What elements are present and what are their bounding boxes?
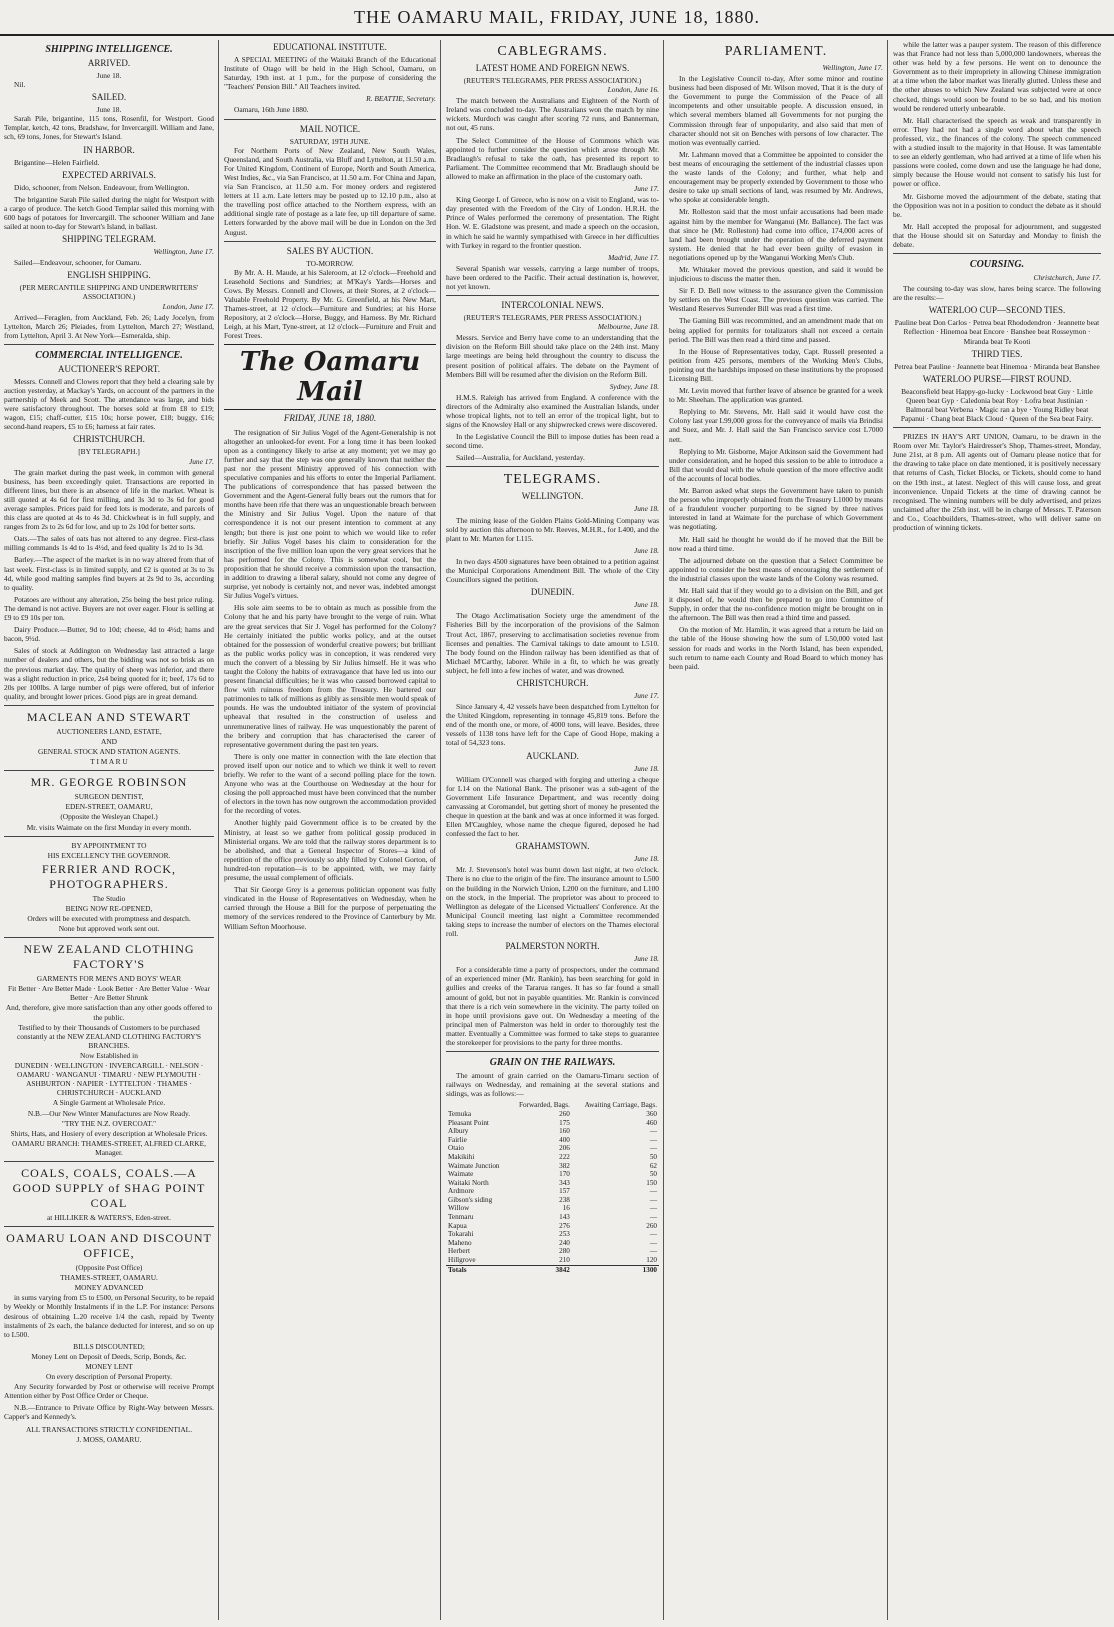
parliament-text: Replying to Mr. Gisborne, Major Atkinson said the Government had under consideration, and he hoped this session to be able to introduce a Bill that would deal with the whole question of the more effective audit of the accounts of local bodies. — [669, 446, 883, 483]
coursing-subheading: WATERLOO PURSE—FIRST ROUND. — [922, 373, 1072, 384]
palmerston-text: For a considerable time a party of prospectors, under the command of an experienced miner (Mr. Rankin), has been searching for gold in gullies and creeks of the Tararua ranges. It has so far found a small amount of gold, but not in payable quantities. Mr. Rankin is convinced that there is a rich vein somewhere in the vicinity. The party toiled on in hope until provisions gave out. On Wednesday a meeting of the principal men of Palmerston was held in order to thoroughly test the matter. Eventually a Committee was formed to take steps to guarantee the storekeeper for provisions to the party for three months. — [446, 965, 659, 1047]
auckland-heading: AUCKLAND. — [526, 750, 579, 761]
arrived-date: June 18. — [96, 71, 122, 80]
ad-maclean-title: MACLEAN AND STEWART — [26, 709, 192, 724]
ad-clothing-line: OAMARU BRANCH: THAMES-STREET, ALFRED CLARKE, Manager. — [12, 1138, 206, 1157]
column-divider — [440, 40, 441, 1620]
auctioneers-text: Messrs. Connell and Clowes report that they held a clearing sale by auction yesterday, at Mackay's Yards, on account of the partners in the partnership of Meek and Scott. The attendance was large, and bids were satisfactory throughout. The horses sold at from £8 to £19; wagon, £15; chaff-cutter, £15 10s; horse power, £18; buggy, £16; second-hand reapers, £5 to £6; harness at fair rates. — [4, 376, 214, 432]
grain-station-cell: Otaio — [448, 1144, 464, 1153]
grain-awaiting-cell: — — [649, 1238, 657, 1247]
palmerston-heading: PALMERSTON NORTH. — [505, 941, 600, 952]
ad-ferrier-line: The Studio — [92, 893, 126, 903]
cable-agency: (REUTER'S TELEGRAMS, PER PRESS ASSOCIATION.) — [463, 76, 642, 85]
grain-station-cell: Temuka — [448, 1109, 472, 1118]
grain-forwarded-cell: 210 — [559, 1256, 570, 1265]
commercial-heading: COMMERCIAL INTELLIGENCE. — [35, 349, 183, 361]
grain-station-cell: Ardmore — [448, 1187, 474, 1196]
grain-awaiting-cell: 50 — [649, 1170, 657, 1179]
ad-loan-text: Any Security forwarded by Post or otherwise will receive Prompt Attention either by Post Office Order or Cheque. — [4, 1382, 214, 1401]
parliament-date: Wellington, June 17. — [822, 63, 883, 72]
grain-forwarded-cell: 16 — [562, 1204, 570, 1213]
grain-forwarded-cell: 280 — [559, 1247, 570, 1256]
leader-paragraph: The resignation of Sir Julius Vogel of the Agent-Generalship is not altogether an unlooked-for event. For a long time it has been looked upon as a contingency likely to arise at any moment; yet we may go further and say that the step was one generally known that neither the past nor the present Ministry approved of his connection with speculative companies and his efforts to enter the Imperial Parliament. The publications of correspondence that has passed between the Government and the Agent-General fully bears out the rumors that for months have been rife that there was an unquestionable breach between the Ministry and Sir Julius Vogel. Upon the nature of that correspondence it is not our present intention to comment at any length; but there is just one point to which we would like to refer briefly. Sir Julius Vogel bases his claim to consideration for the inscription of the five million loan upon the very great services that he has performed for the Colony. This is somewhat cool, but the proposition that he should receive a commission upon the transaction, in addition to drawing a liberal salary, should not come any degree of surprise, yet nobody is certainly not, and never was, indebted amongst Sir Julius Vogel's virtues. — [224, 427, 436, 601]
ad-maclean-line: T I M A R U — [90, 757, 128, 767]
grain-row — [446, 1187, 659, 1196]
grain-station-cell: Waimate Junction — [448, 1161, 500, 1170]
divider — [893, 427, 1101, 428]
grain-row — [446, 1110, 659, 1119]
christchurch-date: June 17. — [188, 456, 214, 466]
divider — [4, 836, 214, 837]
grain-row — [446, 1144, 659, 1153]
ad-loan-text: N.B.—Entrance to Private Office by Right-Way between Messrs. Capper's and Kennedy's. — [4, 1403, 214, 1422]
grain-row — [446, 1162, 659, 1171]
grain-awaiting-cell: 120 — [646, 1256, 657, 1265]
chch-text: Since January 4, 42 vessels have been despatched from Lyttelton for the United Kingdom, representing in tonnage 45,819 tons. Before the end of the month one, or more, of 4000 tons, will leave. Besides, three vessels of 1138 tons have left for the Cape of Good Hope, making a total of 54,323 tons. — [446, 702, 659, 748]
edu-heading: EDUCATIONAL INSTITUTE. — [273, 42, 387, 52]
ad-clothing-line: "TRY THE N.Z. OVERCOAT." — [61, 1118, 157, 1128]
wellington-heading: WELLINGTON. — [521, 491, 584, 502]
ad-loan-line: THAMES-STREET, OAMARU. — [60, 1273, 158, 1283]
grain-table — [446, 1101, 659, 1274]
debate-text: while the latter was a pauper system. The reason of this difference was that France had not less than 5,000,000 landowners, whereas the other was held by a few persons. He went on to denounce the Government as to their impropriety in allowing Chinese immigration at a time when the labor market was literally glutted. Unless these and the other abuses to which New Zealand was subjected were at once checked, things would soon be found to be so bad, and his motion would be rendered utterly unbearable. — [893, 40, 1101, 113]
ad-ferrier-line: BY APPOINTMENT TO — [71, 840, 147, 850]
grain-table-body — [446, 1110, 659, 1274]
aus-date: Melbourne, June 18. — [597, 322, 659, 332]
english-date: London, June 17. — [162, 301, 214, 311]
grain-row — [446, 1239, 659, 1248]
shipping-heading: SHIPPING INTELLIGENCE. — [45, 44, 173, 55]
grain-awaiting-cell: — — [649, 1127, 657, 1136]
telegram-text: Sailed—Endeavour, schooner, for Oamaru. — [14, 258, 142, 268]
grain-station-cell: Herbert — [448, 1247, 470, 1256]
grain-row — [446, 1256, 659, 1265]
harbor-text: Brigantine—Helen Fairfield. — [14, 157, 100, 167]
grain-station-cell: Fairlie — [448, 1135, 467, 1144]
christchurch-text-2: Oats.—The sales of oats has not altered to any degree. First-class milling commands 1s 4d to 1s 4½d, and feed quality 1s 2d to 1s 3d. — [4, 534, 214, 553]
grain-forwarded-cell: 382 — [559, 1161, 570, 1170]
paper-date: FRIDAY, JUNE 18, 1880. — [283, 413, 377, 424]
parliament-text: Mr. Whitaker moved the previous question, and said it would be injudicious to discuss the matter then. — [669, 264, 883, 284]
telegram-date: Wellington, June 17. — [153, 247, 214, 257]
masthead-rule — [0, 34, 1114, 36]
column-5 — [893, 40, 1101, 1620]
arrived-heading: ARRIVED. — [87, 58, 131, 68]
palmerston-date: June 18. — [633, 954, 659, 964]
grain-row — [446, 1153, 659, 1162]
divider — [4, 1226, 214, 1227]
aus-heading: INTERCOLONIAL NEWS. — [501, 300, 604, 311]
sales-sub: TO-MORROW. — [306, 258, 354, 268]
aus-agency: (REUTER'S TELEGRAMS, PER PRESS ASSOCIATION.) — [463, 313, 642, 323]
grain-awaiting-cell: 50 — [649, 1152, 657, 1161]
parliament-text: Mr. Barron asked what steps the Government have taken to punish the person who improperly obtained from the Treasury L1000 by means of a fraudulent voucher purporting to be signed by three natives interested in land at Waimate for the purchase of which Government was negotiating. — [669, 486, 883, 532]
sailed-text: Sarah Pile, brigantine, 115 tons, Rosenfil, for Westport. Good Templar, ketch, 42 tons, Bradshaw, for Invercargill. William and Jane, sch, 69 tons, Jones, for Stewart's Island. — [4, 114, 214, 142]
ad-ferrier-title: FERRIER AND ROCK, PHOTOGRAPHERS. — [41, 861, 177, 891]
christchurch-text: The grain market during the past week, in common with general business, has been exceedingly quiet. Transactions are reported in different lines, but there is an absence of life in the market. Wheat is still quoted at 4s 6d for first milling, and 3s 3d to 3s 6d for good average samples. Prices paid for feed lots is moderate, and parcels of this class are quoted at 4s to 4s 3d. Chickwheat is in full supply, and ranges from 2s to 2s 6d for low, and up to 2s 10d for better sorts. — [4, 467, 214, 532]
ad-loan-text: in sums varying from £5 to £500, on Personal Security, to be repaid by Weekly or Monthly Instalments if in the L.P. For instance: Persons desirous of obtaining L.20 receive 1/4 the cash, repaid by Twenty instalments of 2s each, the balance deducted for interest, and so on up to L500. — [4, 1293, 214, 1339]
grain-total-forwarded: 3842 — [509, 1265, 572, 1274]
grain-forwarded-cell: 170 — [559, 1170, 570, 1179]
dunedin-heading: DUNEDIN. — [530, 587, 575, 598]
grain-row — [446, 1179, 659, 1188]
aus-text: Messrs. Service and Berry have come to an understanding that the division on the Reform Bill should take place on the 24th inst. Many large meetings are being held throughout the country to discuss the present position of political affairs. The debate on the Payment of Members Bill will be resumed after the division on the Reform Bill. — [446, 333, 659, 379]
christchurch-text-6: Sales of stock at Addington on Wednesday last attracted a large number of dealers and others, but the bidding was not so brisk as on the previous market day. The quality of sheep was inferior, and there was a slight reduction in price, 2s4 being quoted for it; beef, 17s 6d to 20s per 100lbs. A large number of pigs were offered, but of inferior quality, and brought lower prices. Good pigs are in great demand. — [4, 646, 214, 701]
cable-text: The Select Committee of the House of Commons which was appointed to further consider the question which arose through Mr. Bradlaugh's refusal to take the oath, has presented its report to Parliament. The Committee recommend that Mr. Bradlaugh should be allowed to make an affirmation in the place of the customary oath. — [446, 135, 659, 181]
grain-row — [446, 1247, 659, 1256]
sailed-date: June 18. — [96, 105, 122, 115]
divider — [4, 937, 214, 938]
wellington-date: June 18. — [633, 545, 659, 555]
dunedin-date: June 18. — [633, 600, 659, 610]
page-masthead — [0, 0, 1114, 34]
ad-ferrier-line: HIS EXCELLENCY THE GOVERNOR. — [47, 850, 171, 860]
english-heading: ENGLISH SHIPPING. — [67, 270, 151, 281]
english-sub: (PER MERCANTILE SHIPPING AND UNDERWRITERS' ASSOCIATION.) — [19, 283, 199, 302]
ad-loan-line: MONEY ADVANCED — [74, 1283, 144, 1293]
grain-awaiting-cell: — — [649, 1213, 657, 1222]
grain-row — [446, 1204, 659, 1213]
grain-awaiting-cell: — — [649, 1195, 657, 1204]
masthead-title: THE OAMARU MAIL, FRIDAY, JUNE 18, 1880. — [353, 7, 761, 27]
grain-station-cell: Willow — [448, 1204, 470, 1213]
dunedin-text: The Otago Acclimatisation Society urge the amendment of the Fisheries Bill by the incorporation of the provisions of the Salmon Trout Act, 1867, preserving to acclimatisation societies revenue from licenses and penalties. The Carnival takings to date amount to L510. The body found on the Hindon railway has been identified as that of Michael M'Carthy, laborer. While in a fit, to which he was greatly subject, he fell into a few inches of water, and was drowned. — [446, 611, 659, 675]
wellington-text: The mining lease of the Golden Plains Gold-Mining Company was sold by auction this afternoon to Mr. Reeves, M.H.R., for L400, and the plant to Mr. Marten for L115. — [446, 515, 659, 543]
ad-clothing-line: DUNEDIN · WELLINGTON · INVERCARGILL · NELSON · OAMARU · WANGANUI · TIMARU · NEW PLYMOUTH · ASHBURTON · NAPIER · LYTTELTON · THAMES · CHRISTCHURCH · AUCKLAND — [14, 1061, 204, 1098]
grain-forwarded-cell: 253 — [559, 1230, 570, 1239]
grain-heading: GRAIN ON THE RAILWAYS. — [489, 1057, 616, 1069]
ad-loan-line: Money Lent on Deposit of Deeds, Scrip, Bonds, &c. — [31, 1351, 187, 1361]
edu-date: Oamaru, 16th June 1880. — [234, 105, 309, 115]
grain-forwarded-cell: 240 — [559, 1238, 570, 1247]
christchurch-text-5: Dairy Produce.—Butter, 9d to 10d; cheese, 4d to 4½d; hams and bacon, 9½d. — [4, 625, 214, 644]
grain-awaiting-cell: 460 — [646, 1118, 657, 1127]
divider — [893, 253, 1101, 254]
leader-paragraph: There is only one matter in connection with the late election that proved itself upon our notice and to which we think it well to revert briefly. We refer to the want of a second polling place for the town. Anyone who was at the Courthouse on Wednesday at the hour for closing the poll approached must have been convinced that the number of electors in the town has now outgrown the accommodation provided for the recording of votes. — [224, 751, 436, 816]
divider — [446, 466, 659, 467]
grain-row — [446, 1170, 659, 1179]
ad-ferrier-line: Orders will be executed with promptness and despatch. — [27, 914, 191, 923]
divider — [446, 1051, 659, 1052]
grain-awaiting-cell: — — [649, 1135, 657, 1144]
coursing-heading: COURSING. — [969, 259, 1025, 271]
coursing-results: Petrea beat Pauline · Jeannette beat Hinemoa · Miranda beat Banshee — [894, 361, 1100, 371]
parliament-text: The Gaming Bill was recommitted, and an amendment made that on being applied for permits for totalizators shall not exceed a certain period. The Bill was then read a third time and passed. — [669, 316, 883, 344]
expected-heading: EXPECTED ARRIVALS. — [62, 169, 156, 180]
ad-coals-title: COALS, COALS, COALS.—A GOOD SUPPLY of SHAG POINT COAL — [12, 1165, 206, 1210]
grain-station-cell: Kapua — [448, 1221, 467, 1230]
grain-total-awaiting: 1300 — [572, 1265, 659, 1274]
shipping-news: The brigantine Sarah Pile sailed during the night for Westport with a cargo of produce. The ketch Good Templar sailed this morning with 600 bags of potatoes for Invercargill. The schooner William and Jane sailed at noon to-day for Stewart's Island, in ballast. — [4, 194, 214, 232]
ad-clothing-line: Shirts, Hats, and Hosiery of every description at Wholesale Prices. — [10, 1128, 208, 1138]
ad-robinson-line: SURGEON DENTIST, — [74, 792, 144, 802]
auckland-date: June 18. — [633, 763, 659, 773]
grain-awaiting-cell: — — [649, 1247, 657, 1256]
grain-total-row — [446, 1265, 659, 1274]
cable-date: June 17. — [633, 184, 659, 194]
ad-coals-line: at HILLIKER & WATERS'S, Eden-street. — [47, 1212, 171, 1222]
edu-text: A SPECIAL MEETING of the Waitaki Branch of the Educational Institute of Otago will be held in the High School, Oamaru, on Saturday, 19th inst. at 1 p.m., for the purpose of considering the "Teachers' Pension Bill." All Teachers invited. — [224, 55, 436, 92]
grain-row — [446, 1127, 659, 1136]
grain-station-cell: Pleasant Point — [448, 1118, 489, 1127]
mail-text: For Northern Ports of New Zealand, New South Wales, Queensland, and South Australia, via Bluff and Lyttelton, at 11.50 a.m. For United Kingdom, Continent of Europe, North and South America, West Indies, &c., via San Francisco, at 11.50 a.m. For China and Japan, via San Francisco, at 11.50 a.m. For money orders and registered letters at 11 a.m. Late letters may be posted up to 12.10 p.m., also at the travelling post office attached to the Northern express, with an additional single rate of postage as a late fee, up till departure of same. Letters forwarded by the above mail will be due in London on the 3rd August. — [224, 145, 436, 237]
ad-maclean-line: AND — [100, 736, 117, 746]
grain-awaiting-cell: 150 — [646, 1178, 657, 1187]
ad-clothing-line: N.B.—Our New Winter Manufactures are Now Ready. — [27, 1108, 191, 1118]
parliament-text: Replying to Mr. Stevens, Mr. Hall said it would have cost the Colony last year L99,000 gross for the conveyance of mails via Brindisi and Suez, and Mr. J. Hall said the San Francisco service cost L7000 nett. — [669, 407, 883, 444]
ad-robinson-line: Mr. visits Waimate on the first Monday in every month. — [26, 822, 192, 832]
sales-heading: SALES BY AUCTION. — [286, 245, 374, 256]
grain-awaiting-cell: — — [649, 1230, 657, 1239]
column-divider — [218, 40, 219, 1620]
column-3 — [446, 40, 659, 1620]
ad-maclean-line: GENERAL STOCK AND STATION AGENTS. — [37, 747, 181, 757]
wellington-date: June 18. — [633, 504, 659, 514]
grain-header-awaiting: Awaiting Carriage, Bags. — [584, 1101, 657, 1110]
debate-text: Mr. Gisborne moved the adjournment of the debate, stating that the Opposition was not in a position to conduct the debate as it should be. — [893, 191, 1101, 219]
edu-sign: R. BEATTIE, Secretary. — [366, 94, 436, 104]
ad-loan-line: On every description of Personal Property. — [46, 1372, 172, 1382]
column-4 — [669, 40, 883, 1620]
grain-forwarded-cell: 160 — [559, 1127, 570, 1136]
ad-loan-line: J. MOSS, OAMARU. — [76, 1434, 142, 1444]
leader-paragraph: That Sir George Grey is a generous politician opponent was fully vindicated in the House of Representatives on Wednesday, when he carried through the House a Bill for the purpose of perpetuating the memory of the services rendered to the Province of Canterbury by Mr. William Sefton Moorhouse. — [224, 885, 436, 931]
grain-awaiting-cell: 360 — [646, 1109, 657, 1118]
arrived-text: Nil. — [14, 80, 26, 90]
grain-station-cell: Gibson's siding — [448, 1195, 493, 1204]
column-2 — [224, 40, 436, 1620]
aus-text: In the Legislative Council the Bill to impose duties has been read a second time. — [446, 432, 659, 451]
cable-text: The match between the Australians and Eighteen of the North of Ireland was concluded to-day. The Australians won the match by nine wickets. Murdoch was caught after scoring 72 runs, and Bannerman, not out, 45 runs. — [446, 96, 659, 133]
cable-heading: CABLEGRAMS. — [497, 44, 608, 59]
auctioneers-heading: AUCTIONEER'S REPORT. — [58, 363, 160, 374]
christchurch-text-4: Potatoes are without any alteration, 25s being the best price ruling. The demand is not active. Buyers are not over eager. Flour is selling at £9 to £9 10s per ton. — [4, 594, 214, 623]
grain-row — [446, 1196, 659, 1205]
aus-date: Sydney, June 18. — [609, 381, 659, 391]
parliament-text: Mr. Hall said he thought he would do if he moved that the Bill be now read a third time. — [669, 534, 883, 553]
ad-clothing-line: A Single Garment at Wholesale Price. — [52, 1098, 166, 1108]
cable-text: King George I. of Greece, who is now on a visit to England, was to-day presented with the Freedom of the City of London. H.R.H. the Prince of Wales performed the ceremony of presentation. The Right Hon. W. E. Gladstone was present, and made a speech on the occasion, in which he said he warmly sympathised with Greece in her difficulties with Turkey in regard to the frontier question. — [446, 195, 659, 250]
ad-robinson-line: (Opposite the Wesleyan Chapel.) — [60, 812, 158, 822]
grain-row — [446, 1119, 659, 1128]
harbor-heading: IN HARBOR. — [83, 144, 135, 155]
english-text: Arrived—Feraglen, from Auckland, Feb. 26; Lady Jocelyn, from Lyttelton, March 26; Pleiades, from Lyttelton, March 27; Westland, from Lyttelton, April 3. At New York—Esmeralda, ship. — [4, 312, 214, 340]
grain-forwarded-cell: 143 — [559, 1213, 570, 1222]
ad-loan-line: ALL TRANSACTIONS STRICTLY CONFIDENTIAL. — [25, 1424, 193, 1434]
coursing-subheading: WATERLOO CUP—SECOND TIES. — [928, 305, 1066, 316]
ad-clothing-line: Now Established in — [80, 1050, 138, 1060]
parliament-text: Mr. Levin moved that further leave of absence be granted for a week to Mr. Sheehan. The application was granted. — [669, 386, 883, 405]
ad-clothing-line: And, therefore, give more satisfaction than any other goods offered to the public. — [5, 1003, 213, 1022]
aus-text: Sailed—Australia, for Auckland, yesterday. — [456, 453, 585, 463]
cable-date: Madrid, June 17. — [608, 252, 659, 262]
column-1 — [4, 40, 214, 1620]
cable-date: London, June 16. — [607, 85, 659, 95]
debate-text: Mr. Hall accepted the proposal for adjournment, and suggested that the House should sit on Saturday and Monday to finish the debate. — [893, 221, 1101, 249]
leader-paragraph: His sole aim seems to be to obtain as much as possible from the Colony that he and his party have brought to the verge of ruin. What are the great services that Sir J. Vogel has performed for the Colony? He certainly initiated the public works policy, and at the outset obtained for the possession of wonderful creative powers; but brilliant as the public works policy was in conception, it was rendered very much the convert of a blessing by Sir Julius himself. He it was who taught the Colony the habits of extravagance that have led us into our present financial difficulties; he it was who caused borrowed capital to flow with ruinous freedom from the Treasury. He bartered our patrimonies to talk of millions as glibly as sensible men would speak of pounds. He was the undoubted initiator of the system of provincial upheaval that resulted in the construction of useless and unremunerative lines of railway. He was unquestionably the parent of the bribery and corruption that has characterised the career of representative government during the past ten years. — [224, 603, 436, 749]
debate-text: Mr. Hall characterised the speech as weak and transparently in error. They had not had a single word about what the speech professed, viz., the finances of the colony. The speech commenced with a studied insult to the majority in that House. It was lamentable to see an elderly gentleman, who had arrived at a time of life when his passions were cooled, come down and use the language he had done, simply because the House would not consent to satisfy his lust for power or office. — [893, 115, 1101, 189]
chch-heading: CHRISTCHURCH. — [516, 677, 589, 688]
grahamstown-date: June 18. — [633, 854, 659, 864]
grain-intro: The amount of grain carried on the Oamaru-Timaru section of railways on Wednesday, and remaining at the several stations and sidings, was as follows:— — [446, 1071, 659, 1099]
sailed-heading: SAILED. — [91, 92, 127, 103]
grain-forwarded-cell: 276 — [559, 1221, 570, 1230]
grain-station-cell: Waimate — [448, 1170, 474, 1179]
grain-forwarded-cell: 175 — [559, 1118, 570, 1127]
ad-clothing-title: NEW ZEALAND CLOTHING FACTORY'S — [23, 942, 195, 972]
christchurch-heading: CHRISTCHURCH. — [73, 434, 145, 445]
coursing-intro: The coursing to-day was slow, hares being scarce. The following are the results:— — [893, 284, 1101, 303]
grain-header-station — [446, 1101, 509, 1110]
parliament-text: In the Legislative Council to-day, After some minor and routine business had been disposed of Mr. Wilson moved, That it is the duty of the Government to purge the Commission of the Peace of all incompetents and other unsuitable people. A discussion ensued, in which several members blamed all Governments for not purging the Commission through fear of unpopularity, and also said that men of character should not sit on Benches with persons of low character. The motion was eventually carried. — [669, 74, 883, 147]
christchurch-text-3: Barley.—The aspect of the market is in no way altered from that of last week. First-class is in limited supply, and £2 is quoted at 3s to 3s 4d, while good malting samples find buyers at 2s 9d to 3s, according to quality. — [4, 555, 214, 592]
chch-date: June 17. — [633, 690, 659, 700]
coursing-results: Beaconsfield beat Happy-go-lucky · Lockwood beat Guy · Little Queen beat Gyp · Caledonia beat Roy · Lofra beat Justinian · Balmoral beat Verbena · Magic ran a bye · Young Ridley beat Papanui · Chang beat Black Cloud · Queen of the Sea beat Fairy. — [900, 386, 1094, 423]
grain-station-cell: Maheno — [448, 1238, 472, 1247]
telegram-heading: SHIPPING TELEGRAM. — [62, 234, 156, 245]
ad-loan-title: OAMARU LOAN AND DISCOUNT OFFICE, — [6, 1231, 212, 1261]
ad-ferrier-line: BEING NOW RE-OPENED, — [65, 903, 153, 913]
parliament-text: On the motion of Mr. Hamlin, it was agreed that a return be laid on the table of the House showing how the sum of L50,000 voted last session for roads and works in the North Island, has been expended, such return to name each County and Road Board to which money has been paid. — [669, 625, 883, 671]
grain-station-cell: Albury — [448, 1127, 469, 1136]
ad-ferrier-line: None but approved work sent out. — [58, 924, 160, 934]
grain-awaiting-cell: — — [649, 1144, 657, 1153]
grahamstown-heading: GRAHAMSTOWN. — [515, 841, 590, 852]
grain-station-cell: Tenmaru — [448, 1213, 474, 1222]
grain-station-cell: Waitaki North — [448, 1178, 489, 1187]
divider — [4, 705, 214, 706]
sales-text: By Mr. A. H. Maude, at his Saleroom, at 12 o'clock—Freehold and Leasehold Sections and Sundries; at M'Kay's Yards—Horses and Cows. By Messrs. Connell and Clowes, at their Stores, at 2 o'clock—Valuable Freehold Property. By Mr. G. Greenfield, at his New Mart, Thames-street, at 12 o'clock—Furniture and Sundries; at his Horse Repository, at 2 o'clock—Horse, Buggy, and Harness. By Mr. Richard Leigh, at his Mart, Tyne-street, at 12 o'clock—Furniture and Fruit and Forest Trees. — [224, 267, 436, 341]
grain-forwarded-cell: 238 — [559, 1195, 570, 1204]
grain-station-cell: Tokarahi — [448, 1230, 474, 1239]
grain-row — [446, 1213, 659, 1222]
coursing-date: Christchurch, June 17. — [1033, 273, 1101, 283]
grain-awaiting-cell: 62 — [649, 1161, 657, 1170]
christchurch-sub: [BY TELEGRAPH.] — [78, 447, 140, 457]
divider — [4, 344, 214, 345]
column-divider — [887, 40, 888, 1620]
art-union-notice: PRIZES IN HAY'S ART UNION, Oamaru, to be drawn in the Room over Mr. Taylor's Hairdresser's Shop, Thames-street, Monday, June 21st, at 8 p.m. All agents out of Oamaru please notice that for the drawing to take place on date mentioned, it is positively necessary that returns of Cash, Ticket Blocks, or Tickets, should come to hand on the 19th inst., at latest. Neglect of this will cause loss, and great inconvenience. Unpaid Tickets at the time of drawing cannot be recognised. The winning numbers will be duly advertised, and prizes unclaimed after the 25th inst. will be in charge of Messrs. T. Paterson and Co., Coachbuilders, Thames-street, who will deliver same on production of winning tickets. — [893, 432, 1101, 533]
parliament-text: Mr. Lahmann moved that a Committee be appointed to consider the best means of encouraging the settlement of the industrial classes upon the waste lands of the Colony; and further, what help and encouragement may be properly extended by Government to those who desire to take up small sections of land, was resumed by Mr. Andrews, who spoke at considerable length. — [669, 149, 883, 205]
grahamstown-text: Mr. J. Stevenson's hotel was burnt down last night, at two o'clock. There is no clue to the origin of the fire. The insurance amount to L500 on the building in the Norwich Union, L200 on the furniture, and L100 on the stock, in the Imperial. The proprietor was about to proceed to Wellington as delegate of the Licensed Victuallers' Conference. At the Municipal Council meeting last night a Committee recommended taking steps to increase the number of electors on the Thames electoral roll. — [446, 865, 659, 939]
ad-clothing-line: Fit Better · Are Better Made · Look Better · Are Better Value · Wear Better · Are Better Shrunk — [8, 984, 210, 1003]
grain-header-forwarded: Forwarded, Bags. — [518, 1101, 570, 1110]
parliament-text: Mr. Hall said that if they would go to a division on the Bill, and get it disposed of, he would then be prepared to go into Committee of Supply, in order that the no-confidence motion might be brought on in the afternoon. The Bill was then read a third time and passed. — [669, 585, 883, 623]
telegrams-heading: TELEGRAMS. — [503, 472, 602, 488]
ad-maclean-line: AUCTIONEERS LAND, ESTATE, — [56, 726, 162, 736]
divider — [4, 1161, 214, 1162]
parliament-text: Mr. Rolleston said that the most unfair accusations had been made against him by the member for Wanganui (Mr. Ballance). The fact was that since he (Mr. Rolleston) had come into office, 174,000 acres of land had been brought under the operation of the deferred payment system. He denied that he had ever been guilty of evasion in negotiations opened up by the Wanganui Working Men's Club. — [669, 207, 883, 262]
grain-row — [446, 1230, 659, 1239]
grain-awaiting-cell: — — [649, 1187, 657, 1196]
ad-loan-line: (Opposite Post Office) — [75, 1263, 143, 1273]
column-divider — [663, 40, 664, 1620]
ad-clothing-line: GARMENTS FOR MEN'S AND BOYS' WEAR — [36, 974, 182, 984]
ad-clothing-line: Testified to by their Thousands of Customers to be purchased constantly at the NEW ZEALAND CLOTHING FACTORY'S BRANCHES. — [16, 1022, 202, 1050]
grain-row — [446, 1222, 659, 1231]
parliament-text: Sir F. D. Bell now witness to the assurance given the Commission by settlers on the West Coast. The previous question was carried. The Westland Reserves Surrender Bill was read a first time. — [669, 286, 883, 314]
mail-date: SATURDAY, 19TH JUNE. — [289, 136, 371, 146]
parliament-heading: PARLIAMENT. — [724, 44, 828, 59]
divider — [224, 241, 436, 242]
ad-loan-line: MONEY LENT — [85, 1362, 133, 1371]
auckland-text: William O'Connell was charged with forging and uttering a cheque for L14 on the National Bank. The prisoner was a sub-agent of the Government Life Insurance Department, and was recently doing canvassing at Coromandel, but getting short of money he presented the cheque in question at the bank and was at once informed it was forged. Ellen M'Caughley, whose name the cheque figured, deposed he had confessed the fact to her. — [446, 774, 659, 839]
aus-text: H.M.S. Raleigh has arrived from England. A conference with the directors of the Admiralty also examined the Australian Islands, under whose tropical lights, not to tell an error of the tropical light, but to signs of the Knowsley Hall or any shipwrecked crews were discovered. — [446, 392, 659, 430]
grain-forwarded-cell: 343 — [559, 1178, 570, 1187]
grain-row — [446, 1136, 659, 1145]
ad-loan-line: BILLS DISCOUNTED; — [73, 1341, 145, 1351]
grain-total-label: Totals — [446, 1265, 509, 1274]
grain-forwarded-cell: 157 — [559, 1187, 570, 1196]
divider — [4, 770, 214, 771]
cable-sub: LATEST HOME AND FOREIGN NEWS. — [475, 63, 630, 73]
grain-header-row — [446, 1101, 659, 1110]
grain-forwarded-cell: 400 — [559, 1135, 570, 1144]
divider — [224, 119, 436, 120]
wellington-text: In two days 4500 signatures have been obtained to a petition against the Municipal Corporations Amendment Bill. The whole of the City Councillors signed the petition. — [446, 556, 659, 585]
grain-awaiting-cell: — — [649, 1204, 657, 1213]
coursing-subheading: THIRD TIES. — [971, 348, 1023, 359]
divider — [446, 295, 659, 296]
cable-text: Several Spanish war vessels, carrying a large number of troops, have been ordered to the Pacific. Their actual destination is, however, not yet known. — [446, 263, 659, 291]
ad-robinson-line: EDEN-STREET, OAMARU, — [65, 802, 153, 812]
grain-awaiting-cell: 260 — [646, 1221, 657, 1230]
paper-title: The Oamaru Mail — [224, 344, 436, 410]
parliament-text: In the House of Representatives today, Capt. Russell presented a petition from 425 persons, members of the Working Men's Clubs, pointing out the hardships imposed on these institutions by the proposed Licensing Bill. — [669, 346, 883, 383]
expected-text: Dido, schooner, from Nelson. Endeavour, from Wellington. — [14, 182, 190, 192]
ad-robinson-title: MR. GEORGE ROBINSON — [30, 775, 188, 790]
grain-station-cell: Makikihi — [448, 1152, 475, 1161]
leader-paragraph: Another highly paid Government office is to be created by the Ministry, at least so we gather from political gossip produced in Ministerial organs. We are told that the railway stores department is to be abolished, and that a General Inspector of Stores—a kind of repetition of the office previously so ably filled by Colonel Gorton, of hundred-ton reputation—is to be appointed, with, we may fairly presume, the usual complement of officials. — [224, 818, 436, 883]
parliament-text: The adjourned debate on the question that a Select Committee be appointed to consider the best means of encouraging the settlement of the industrial classes upon the waste lands of the Colony was resumed. — [669, 555, 883, 583]
coursing-results: Pauline beat Don Carlos · Petrea beat Rhododendron · Jeannette beat Reflection · Hinemoa beat Encore · Banshee beat Rosseymon · Miranda beat Te Kooti — [894, 318, 1100, 346]
grain-forwarded-cell: 206 — [559, 1144, 570, 1153]
grain-station-cell: Hillgrove — [448, 1256, 476, 1265]
grain-forwarded-cell: 260 — [559, 1109, 570, 1118]
mail-heading: MAIL NOTICE. — [299, 123, 361, 134]
grain-forwarded-cell: 222 — [559, 1152, 570, 1161]
